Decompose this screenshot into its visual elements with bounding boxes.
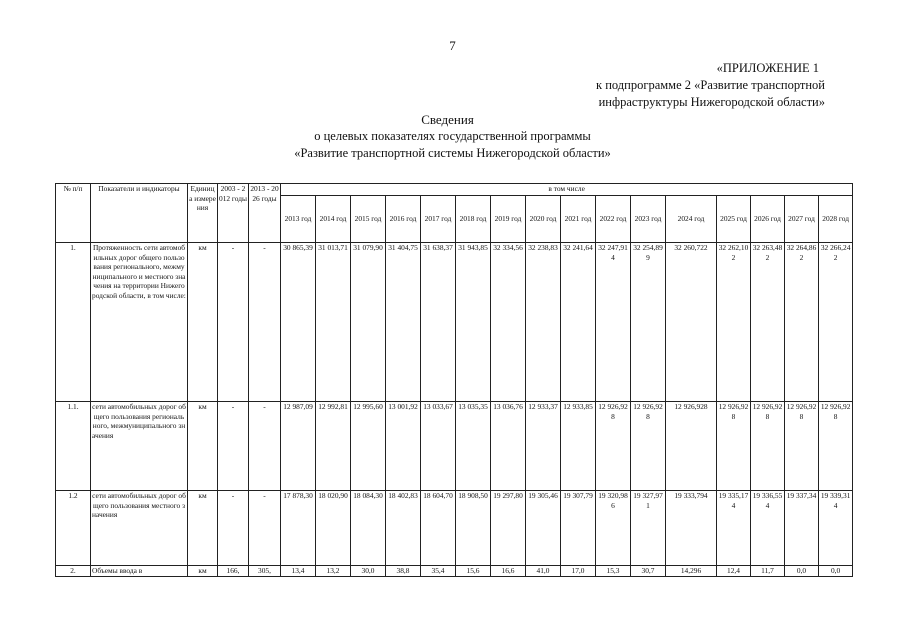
year-value-cell: 32 262,102 [717,243,751,402]
header-year: 2022 год [596,196,631,243]
year-value-cell: 19 336,554 [751,491,785,566]
header-year: 2018 год [456,196,491,243]
year-value-cell: 19 320,986 [596,491,631,566]
range-2003-2012-cell: - [218,243,249,402]
row-number: 2. [56,566,91,577]
header-indicators: Показатели и индикаторы [91,184,188,243]
year-value-cell: 18 908,50 [456,491,491,566]
indicator-name: Протяженность сети автомобильных дорог общего пользования регионального, межмуниципального и местного значения на территории Нижегородской области, в том числе: [91,243,188,402]
year-value-cell: 32 334,56 [491,243,526,402]
header-including: в том числе [281,184,853,196]
year-value-cell: 32 238,83 [526,243,561,402]
year-value-cell: 35,4 [421,566,456,577]
year-value-cell: 31 079,90 [351,243,386,402]
year-value-cell: 0,0 [819,566,853,577]
year-value-cell: 32 241,64 [561,243,596,402]
heading-line-1: Сведения [421,112,474,127]
table-row [56,243,853,402]
year-value-cell: 19 297,80 [491,491,526,566]
year-value-cell: 19 307,79 [561,491,596,566]
year-value-cell: 41,0 [526,566,561,577]
header-year: 2019 год [491,196,526,243]
header-range-2013-2026: 2013 - 2026 годы [249,184,281,243]
row-number: 1.1. [56,402,91,491]
indicators-table [55,183,853,577]
unit-cell: км [188,491,218,566]
year-value-cell: 0,0 [785,566,819,577]
unit-cell: км [188,402,218,491]
header-year: 2023 год [631,196,666,243]
year-value-cell: 12 926,928 [631,402,666,491]
year-value-cell: 32 260,722 [666,243,717,402]
year-value-cell: 18 020,90 [316,491,351,566]
year-value-cell: 13 035,35 [456,402,491,491]
header-year: 2014 год [316,196,351,243]
header-year: 2026 год [751,196,785,243]
range-2013-2026-cell: - [249,491,281,566]
year-value-cell: 17 878,30 [281,491,316,566]
year-value-cell: 18 084,30 [351,491,386,566]
year-value-cell: 13,2 [316,566,351,577]
year-value-cell: 13 033,67 [421,402,456,491]
year-value-cell: 13 036,76 [491,402,526,491]
appendix-header [596,60,825,111]
year-value-cell: 18 402,83 [386,491,421,566]
header-year: 2028 год [819,196,853,243]
range-2013-2026-cell: - [249,243,281,402]
indicator-name: сети автомобильных дорог общего пользования местного значения [91,491,188,566]
range-2013-2026-cell: 305, [249,566,281,577]
year-value-cell: 12 987,09 [281,402,316,491]
year-value-cell: 12 992,81 [316,402,351,491]
header-year: 2024 год [666,196,717,243]
year-value-cell: 14,296 [666,566,717,577]
table-row [56,491,853,566]
range-2013-2026-cell: - [249,402,281,491]
year-value-cell: 19 337,34 [785,491,819,566]
range-2003-2012-cell: 166, [218,566,249,577]
year-value-cell: 19 305,46 [526,491,561,566]
year-value-cell: 38,8 [386,566,421,577]
appendix-line-2: к подпрограмме 2 «Развитие транспортной [596,78,825,92]
header-year: 2015 год [351,196,386,243]
year-value-cell: 19 335,174 [717,491,751,566]
year-value-cell: 32 247,914 [596,243,631,402]
header-year: 2020 год [526,196,561,243]
year-value-cell: 30,7 [631,566,666,577]
year-value-cell: 19 339,314 [819,491,853,566]
header-year: 2027 год [785,196,819,243]
indicator-name: сети автомобильных дорог общего пользования регионального, межмуниципального значения [91,402,188,491]
year-value-cell: 19 333,794 [666,491,717,566]
unit-cell: км [188,243,218,402]
document-heading [0,111,905,162]
year-value-cell: 12 933,37 [526,402,561,491]
year-value-cell: 12 926,928 [596,402,631,491]
year-value-cell: 19 327,971 [631,491,666,566]
page-number: 7 [449,38,456,53]
range-2003-2012-cell: - [218,491,249,566]
year-value-cell: 15,6 [456,566,491,577]
header-year: 2013 год [281,196,316,243]
year-value-cell: 17,0 [561,566,596,577]
year-value-cell: 12,4 [717,566,751,577]
year-value-cell: 32 254,899 [631,243,666,402]
year-value-cell: 32 266,242 [819,243,853,402]
year-value-cell: 12 995,60 [351,402,386,491]
header-year: 2021 год [561,196,596,243]
year-value-cell: 31 013,71 [316,243,351,402]
year-value-cell: 11,7 [751,566,785,577]
year-value-cell: 12 926,928 [717,402,751,491]
year-value-cell: 30 865,39 [281,243,316,402]
unit-cell: км [188,566,218,577]
year-value-cell: 12 926,928 [751,402,785,491]
year-value-cell: 30,0 [351,566,386,577]
header-no: № п/п [56,184,91,243]
year-value-cell: 12 926,928 [785,402,819,491]
indicator-name: Объемы ввода в [91,566,188,577]
year-value-cell: 12 926,928 [819,402,853,491]
table-row [56,402,853,491]
header-year: 2025 год [717,196,751,243]
appendix-line-3: инфраструктуры Нижегородской области» [598,95,825,109]
year-value-cell: 13 001,92 [386,402,421,491]
year-value-cell: 12 926,928 [666,402,717,491]
appendix-line-1: «ПРИЛОЖЕНИЕ 1 [716,61,819,75]
year-value-cell: 31 404,75 [386,243,421,402]
year-value-cell: 16,6 [491,566,526,577]
heading-line-3: «Развитие транспортной системы Нижегородской области» [294,146,611,160]
heading-line-2: о целевых показателях государственной программы [314,129,591,143]
year-value-cell: 12 933,85 [561,402,596,491]
header-year: 2017 год [421,196,456,243]
year-value-cell: 32 263,482 [751,243,785,402]
year-value-cell: 31 943,85 [456,243,491,402]
year-value-cell: 31 638,37 [421,243,456,402]
header-range-2003-2012: 2003 - 2012 годы [218,184,249,243]
year-value-cell: 18 604,70 [421,491,456,566]
row-number: 1.2 [56,491,91,566]
year-value-cell: 13,4 [281,566,316,577]
header-year: 2016 год [386,196,421,243]
header-unit: Единица измерения [188,184,218,243]
year-value-cell: 32 264,862 [785,243,819,402]
range-2003-2012-cell: - [218,402,249,491]
row-number: 1. [56,243,91,402]
year-value-cell: 15,3 [596,566,631,577]
table-row [56,566,853,577]
